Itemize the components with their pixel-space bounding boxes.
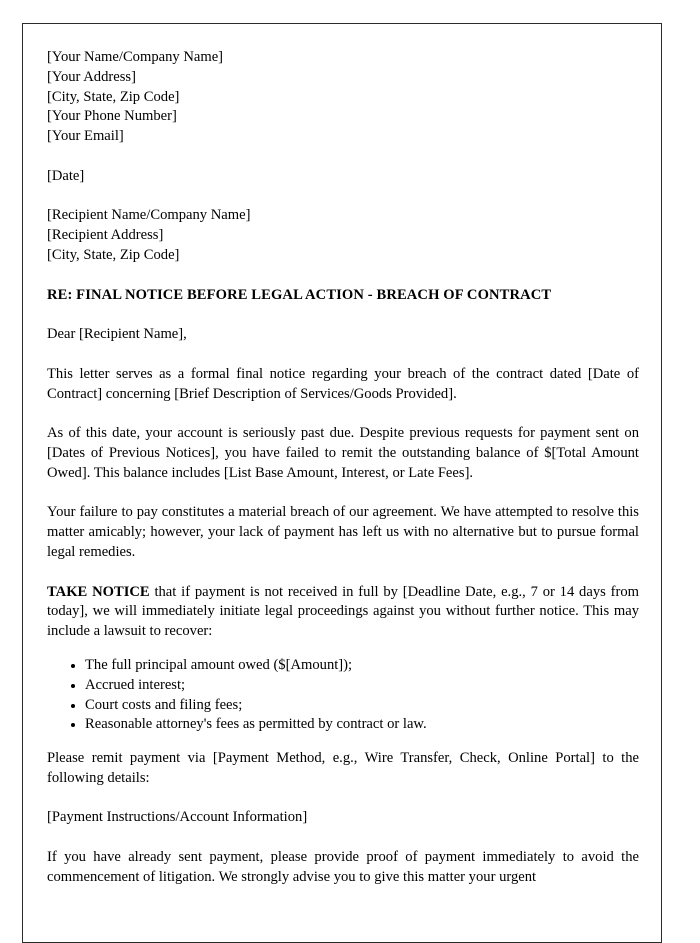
sender-address-block [47,48,639,147]
paragraph-past-due: As of this date, your account is seriously past due. Despite previous requests for payment sent on [Dates of Previous Notices], you have failed to remit the outstanding balance of $[Total Amount Owed]. This balance includes [List Base Amount, Interest, or Late Fees]. [47,425,639,481]
paragraph-material-breach: Your failure to pay constitutes a material breach of our agreement. We have attempted to resolve this matter amicably; however, your lack of payment has left us with no alternative but to pursue formal legal remedies. [47,504,639,560]
paragraph-proof-of-payment: If you have already sent payment, please provide proof of payment immediately to avoid the commencement of litigation. We strongly advise you to give this matter your urgent [47,849,639,885]
recipient-line-name: [Recipient Name/Company Name] [47,207,251,224]
list-item: • Accrued interest; [85,676,639,696]
spacer [47,563,639,583]
spacer [47,642,639,656]
take-notice-rest: that if payment is not received in full by [Deadline Date, e.g., 7 or 14 days from today], we will immediately initiate legal proceedings against you without further notice. This may include a lawsuit to recover: [47,583,639,640]
sender-line-phone: [Your Phone Number] [47,108,177,125]
document-page [22,23,662,943]
sender-line-name: [Your Name/Company Name] [47,49,224,65]
recovery-items-list [47,656,639,735]
paragraph-intro: This letter serves as a formal final notice regarding your breach of the contract dated [Date of Contract] concerning [Brief Description of Services/Goods Provided]. [47,365,639,402]
spacer [47,305,639,325]
spacer [47,789,639,809]
spacer [47,484,639,504]
paragraph-payment-method: Please remit payment via [Payment Method, e.g., Wire Transfer, Check, Online Portal] to the following details: [47,750,639,786]
recipient-address-block [47,206,639,265]
salutation: Dear [Recipient Name], [47,326,187,343]
list-item: • The full principal amount owed ($[Amount]); [85,656,639,676]
spacer [47,404,639,424]
take-notice-lead: TAKE NOTICE [47,583,150,600]
recipient-line-city-state-zip: [City, State, Zip Code] [47,246,180,263]
spacer [47,187,639,207]
recipient-line-address: [Recipient Address] [47,227,164,244]
list-item: • Court costs and filing fees; [85,696,639,716]
sender-line-email: [Your Email] [47,128,124,145]
date-line: [Date] [47,167,85,184]
spacer [47,735,639,749]
spacer [47,147,639,167]
sender-line-city-state-zip: [City, State, Zip Code] [47,88,180,105]
spacer [47,266,639,286]
payment-details-placeholder: [Payment Instructions/Account Information] [47,809,308,826]
letter-body [47,48,639,888]
subject-line: RE: FINAL NOTICE BEFORE LEGAL ACTION - BREACH OF CONTRACT [47,286,552,303]
list-item: • Reasonable attorney's fees as permitted by contract or law. [85,715,639,735]
spacer [47,345,639,365]
spacer [47,828,639,848]
paragraph-take-notice [47,583,639,642]
sender-line-address: [Your Address] [47,68,136,85]
